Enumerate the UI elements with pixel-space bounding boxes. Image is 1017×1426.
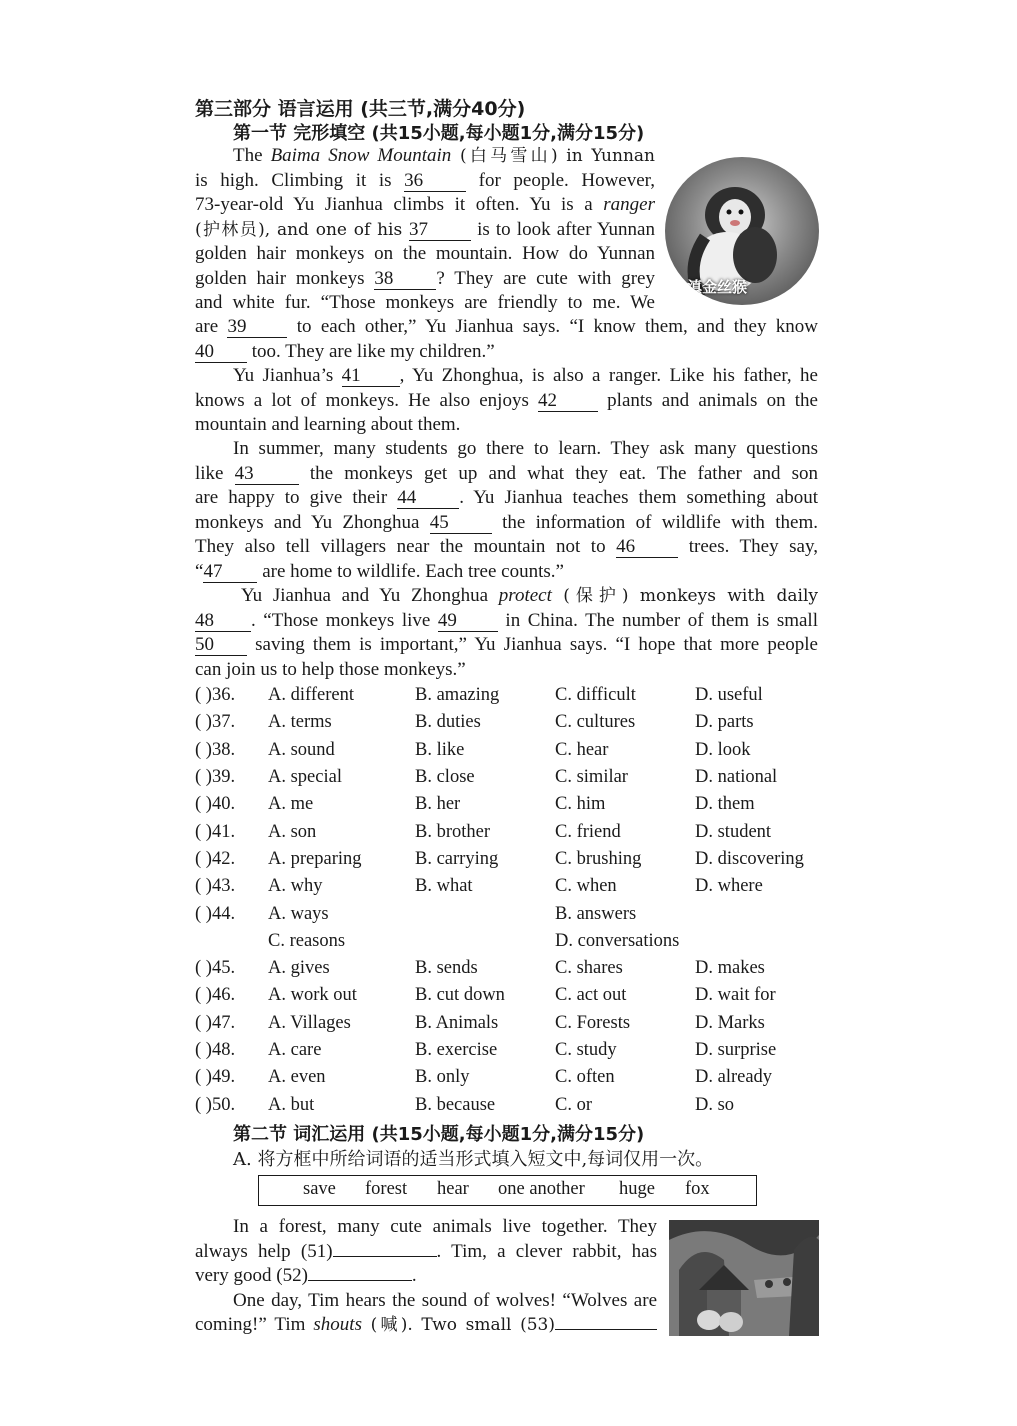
passage-paragraph-1	[195, 144, 655, 316]
option-d[interactable]: D. national	[695, 766, 778, 787]
question-number: ( )39.	[195, 766, 236, 787]
word-shouts: shouts	[313, 1314, 362, 1335]
blank-53[interactable]	[555, 1329, 657, 1330]
section1-title: 第一节 完形填空 (共15小题,每小题1分,满分15分)	[233, 123, 645, 144]
text: In summer, many students go there to learn. They ask many questions	[233, 438, 818, 459]
blank-44[interactable]: 44	[397, 488, 459, 509]
text: for people. However,	[466, 169, 655, 191]
option-c[interactable]: C. or	[555, 1094, 592, 1115]
option-b[interactable]: B. brother	[415, 821, 491, 842]
text: They also tell villagers near the mountain not to	[195, 536, 617, 557]
option-d[interactable]: D. conversations	[555, 931, 680, 951]
question-row	[195, 1067, 818, 1094]
question-number: ( )50.	[195, 1094, 236, 1115]
text: “	[195, 560, 204, 582]
text: and white fur. “Those monkeys are friendly to me. We	[195, 292, 655, 313]
option-a[interactable]: A. special	[268, 766, 342, 787]
text: . Tim, a clever rabbit, has	[436, 1240, 657, 1262]
option-c[interactable]: C. study	[555, 1039, 617, 1060]
text: mountain and learning about them.	[195, 414, 461, 435]
option-c[interactable]: C. him	[555, 794, 606, 815]
option-a[interactable]: A. but	[268, 1094, 315, 1115]
option-a[interactable]: A. Villages	[268, 1012, 351, 1033]
text: is to look after Yunnan	[470, 218, 655, 240]
option-a[interactable]: A. me	[268, 794, 314, 815]
question-row	[195, 712, 818, 739]
blank-41[interactable]: 41	[342, 366, 400, 387]
option-d[interactable]: D. look	[695, 739, 751, 760]
text: ? They are cute with grey	[436, 267, 655, 289]
question-row	[195, 740, 818, 767]
question-row	[195, 685, 818, 712]
text: are	[195, 316, 228, 337]
question-44-cont	[195, 931, 818, 958]
question-row	[195, 876, 818, 903]
question-row	[195, 1040, 818, 1067]
option-d[interactable]: D. them	[695, 794, 755, 815]
blank-36[interactable]: 36	[404, 171, 466, 192]
text: golden hair monkeys	[195, 267, 375, 289]
text: saving them is important,” Yu Jianhua says. “I hope that more people	[247, 634, 818, 655]
option-b[interactable]: B. answers	[555, 904, 637, 924]
passage-paragraph-2	[195, 364, 818, 438]
blank-52[interactable]	[308, 1280, 412, 1281]
word-fox: fox	[685, 1179, 710, 1199]
forest-illustration	[669, 1220, 819, 1336]
forest-animals-image	[669, 1220, 819, 1336]
text: very good (52)	[195, 1265, 308, 1286]
passage2	[195, 1215, 657, 1338]
option-b[interactable]: B. amazing	[415, 685, 500, 705]
question-number: ( )48.	[195, 1039, 236, 1060]
question-row	[195, 849, 818, 876]
option-d[interactable]: D. where	[695, 876, 763, 897]
question-row	[195, 767, 818, 794]
option-a[interactable]: A. care	[268, 1039, 322, 1060]
option-d[interactable]: D. discovering	[695, 848, 804, 869]
text: the monkeys get up and what they eat. The father and son	[298, 462, 819, 484]
option-c[interactable]: C. when	[555, 876, 617, 897]
word-huge: huge	[619, 1179, 655, 1199]
text: plants and animals on the	[598, 389, 818, 411]
text: too. They are like my children.”	[247, 340, 495, 362]
blank-48[interactable]: 48	[195, 611, 251, 632]
option-b[interactable]: B. sends	[415, 958, 478, 978]
option-b[interactable]: B. because	[415, 1094, 496, 1115]
option-b[interactable]: B. duties	[415, 712, 481, 733]
question-44	[195, 904, 818, 931]
option-b[interactable]: B. what	[415, 876, 473, 897]
text: 73-year-old Yu Jianhua climbs it often. Yu is a	[195, 194, 604, 215]
option-c[interactable]: C. reasons	[268, 931, 346, 951]
text: (白马雪山) in Yunnan	[451, 146, 655, 166]
option-d[interactable]: D. already	[695, 1067, 773, 1088]
question-number: ( )38.	[195, 739, 236, 760]
option-d[interactable]: D. useful	[695, 685, 763, 705]
option-d[interactable]: D. wait for	[695, 985, 776, 1006]
word-one-another: one another	[498, 1179, 585, 1199]
text: in China. The number of them is small	[497, 609, 818, 631]
text: monkeys and Yu Zhonghua	[195, 511, 430, 533]
question-row	[195, 794, 818, 821]
word-hear: hear	[437, 1179, 469, 1199]
text: are happy to give their	[195, 487, 398, 508]
option-d[interactable]: D. Marks	[695, 1012, 765, 1033]
monkey-image	[665, 157, 819, 305]
option-c[interactable]: C. Forests	[555, 1012, 631, 1033]
option-b[interactable]: B. Animals	[415, 1012, 499, 1033]
blank-45[interactable]: 45	[430, 513, 492, 534]
section2-title: 第二节 词汇运用 (共15小题,每小题1分,满分15分)	[233, 1124, 645, 1145]
question-number: ( )46.	[195, 985, 236, 1006]
question-number: ( )40.	[195, 794, 236, 815]
option-a[interactable]: A. even	[268, 1067, 326, 1088]
text: like	[195, 462, 235, 484]
option-d[interactable]: D. surprise	[695, 1039, 777, 1060]
blank-46[interactable]: 46	[616, 537, 678, 558]
text: can join us to help those monkeys.”	[195, 658, 466, 680]
option-d[interactable]: D. so	[695, 1094, 735, 1115]
text: . Yu Jianhua teaches them something about	[459, 487, 818, 508]
option-a[interactable]: A. why	[268, 876, 323, 897]
question-row	[195, 958, 818, 985]
text: (护林员), and one of his	[195, 219, 409, 240]
option-a[interactable]: A. sound	[268, 739, 335, 760]
blank-42[interactable]: 42	[538, 391, 598, 412]
question-number: ( )37.	[195, 712, 236, 733]
text: The	[233, 145, 271, 166]
question-number: ( )43.	[195, 876, 236, 897]
option-a[interactable]: A. son	[268, 821, 317, 842]
text: trees. They say,	[678, 536, 819, 557]
option-b[interactable]: B. like	[415, 739, 465, 760]
question-number: ( )49.	[195, 1067, 236, 1088]
text: Yu Jianhua and Yu Zhonghua	[241, 585, 499, 606]
question-row	[195, 1095, 818, 1122]
image-caption: 滇金丝猴	[687, 278, 748, 296]
option-a[interactable]: A. preparing	[268, 848, 362, 869]
blank-47[interactable]: 47	[203, 562, 257, 583]
question-row	[195, 1013, 818, 1040]
text: (保护) monkeys with daily	[551, 586, 818, 606]
blank-49[interactable]: 49	[438, 611, 498, 632]
question-row	[195, 985, 818, 1012]
text: the information of wildlife with them.	[491, 511, 818, 533]
text: , Yu Zhonghua, is also a ranger. Like his father, he	[399, 365, 818, 386]
question-number: ( )41.	[195, 821, 236, 842]
question-number: ( )44.	[195, 904, 236, 924]
option-a[interactable]: A. different	[268, 685, 354, 705]
blank-37[interactable]: 37	[409, 220, 471, 241]
word-save: save	[303, 1179, 336, 1199]
part-title: 第三部分 语言运用 (共三节,满分40分)	[195, 98, 526, 120]
option-b[interactable]: B. close	[415, 766, 475, 787]
blank-39[interactable]: 39	[227, 317, 287, 338]
text: (喊). Two small (53)	[361, 1315, 556, 1335]
option-c[interactable]: C. similar	[555, 766, 628, 787]
question-row	[195, 822, 818, 849]
text: In a forest, many cute animals live together. They	[233, 1216, 657, 1237]
passage-paragraph-3	[195, 437, 818, 584]
option-a[interactable]: A. work out	[268, 985, 357, 1006]
blank-38[interactable]: 38	[374, 269, 436, 290]
option-c[interactable]: C. friend	[555, 821, 621, 842]
text: always help (51)	[195, 1240, 333, 1262]
option-b[interactable]: B. cut down	[415, 985, 505, 1006]
text: One day, Tim hears the sound of wolves! “Wolves are	[233, 1289, 657, 1311]
text: Yu Jianhua’s	[233, 365, 342, 386]
option-c[interactable]: C. cultures	[555, 712, 636, 733]
blank-51[interactable]	[333, 1256, 437, 1257]
option-c[interactable]: C. shares	[555, 958, 623, 978]
text: .	[411, 1265, 417, 1286]
question-number: ( )42.	[195, 848, 236, 869]
text: golden hair monkeys on the mountain. How do Yunnan	[195, 243, 655, 264]
option-c[interactable]: C. difficult	[555, 685, 636, 705]
word-protect: protect	[498, 585, 552, 606]
question-number: ( )45.	[195, 958, 236, 978]
option-d[interactable]: D. student	[695, 821, 772, 842]
option-c[interactable]: C. brushing	[555, 848, 642, 869]
option-d[interactable]: D. parts	[695, 712, 754, 733]
passage-paragraph-4	[195, 584, 818, 682]
option-c[interactable]: C. hear	[555, 739, 609, 760]
word-forest: forest	[365, 1179, 408, 1199]
section2-instruction: A. 将方框中所给词语的适当形式填入短文中,每词仅用一次。	[233, 1149, 714, 1170]
option-c[interactable]: C. often	[555, 1067, 615, 1088]
text: knows a lot of monkeys. He also enjoys	[195, 389, 539, 411]
option-d[interactable]: D. makes	[695, 958, 765, 978]
option-a[interactable]: A. gives	[268, 958, 330, 978]
text: is high. Climbing it is	[195, 169, 405, 191]
option-b[interactable]: B. carrying	[415, 848, 499, 869]
text: . “Those monkeys live	[251, 609, 438, 631]
option-c[interactable]: C. act out	[555, 985, 627, 1006]
blank-50[interactable]: 50	[195, 635, 247, 656]
passage-paragraph-1-cont	[195, 315, 818, 364]
mountain-name: Baima Snow Mountain	[270, 145, 452, 166]
option-b[interactable]: B. her	[415, 794, 461, 815]
question-number: ( )36.	[195, 685, 236, 705]
question-number: ( )47.	[195, 1012, 236, 1033]
option-a[interactable]: A. terms	[268, 712, 332, 733]
blank-43[interactable]: 43	[235, 464, 299, 485]
text: are home to wildlife. Each tree counts.”	[257, 560, 564, 582]
text: to each other,” Yu Jianhua says. “I know them, and they know	[287, 316, 818, 337]
option-b[interactable]: B. only	[415, 1067, 470, 1088]
word-ranger: ranger	[603, 194, 655, 215]
option-a[interactable]: A. ways	[268, 904, 329, 924]
text: coming!” Tim	[195, 1314, 314, 1335]
option-b[interactable]: B. exercise	[415, 1039, 498, 1060]
blank-40[interactable]: 40	[195, 342, 247, 363]
